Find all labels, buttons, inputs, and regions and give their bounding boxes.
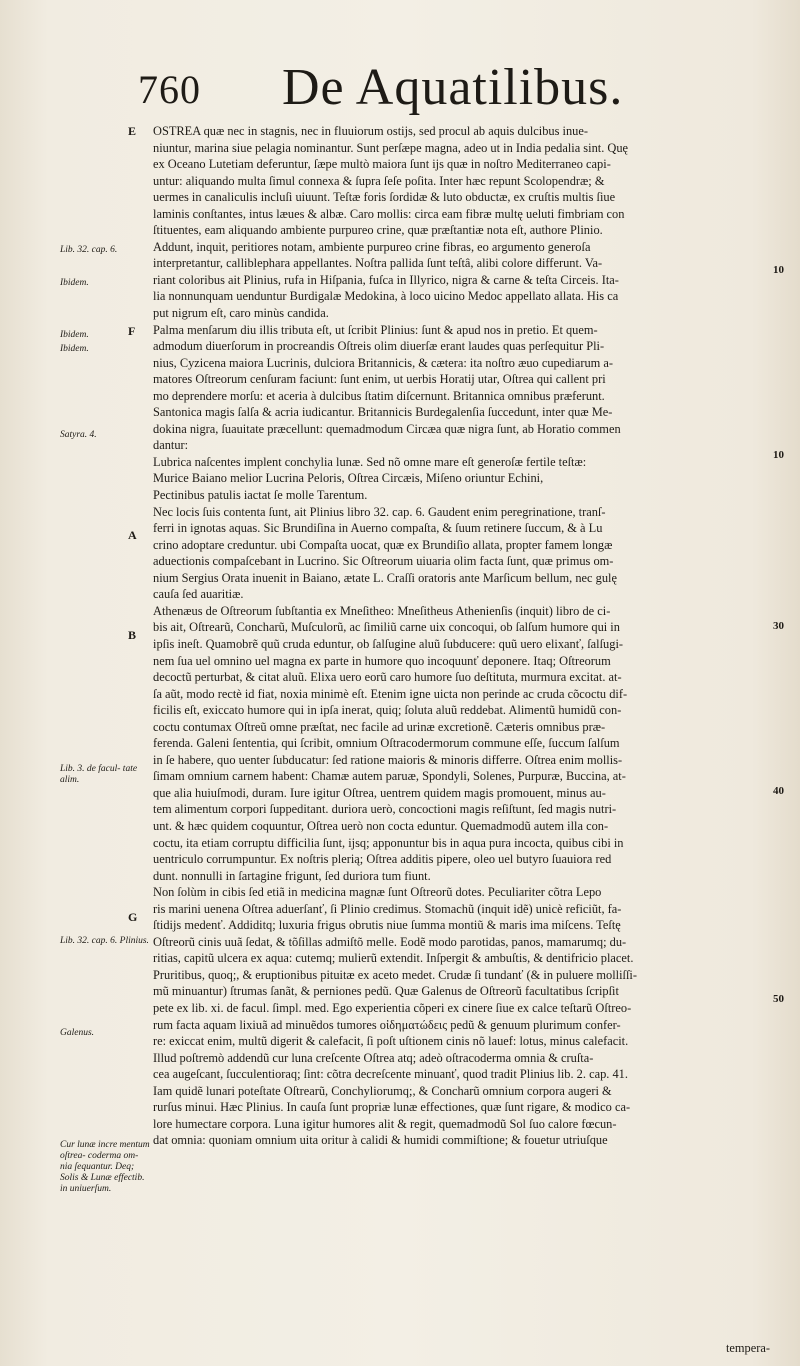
text-line: Addunt, inquit, peritiores notam, ambiente purpureo crine fibras, eo argumento generoſa <box>153 239 591 254</box>
line-number: 50 <box>773 993 784 1005</box>
text-line: ferenda. Galeni ſententia, qui ſcribit, omnium Oſtracodermorum commune eſſe, ſuccum ſalſum <box>153 736 620 751</box>
text-line: ficilis eſt, exiccato humore qui in ipſa inerat, quiq; ſoluta aluũ reddebat. Alimentũ humidũ con- <box>153 703 622 718</box>
text-line: untur: aliquando multa ſimul connexa & ſupra ſeſe poſita. Inter hæc repunt Scolopendræ; & <box>153 173 605 188</box>
text-line: bis ait, Oſtrearũ, Concharũ, Muſculorũ, ac ſimiliũ carne uix concoqui, ob ſalſum humore qui in <box>153 620 620 635</box>
text-line: coctu, ita etiam corruptu difficilia ſunt, ijsq; apponuntur bis in aqua pura incocta, quibus cibi in <box>153 835 624 850</box>
text-line: ſimam omnium carnem habent: Chamæ autem paruæ, Spondyli, Solenes, Purpuræ, Buccina, at- <box>153 769 626 784</box>
text-line: ex Oceano Lutetiam deferuntur, ſæpe multò maiora ſunt ijs quæ in noſtro Mediterraneo capi- <box>153 157 611 172</box>
section-letter: B <box>128 628 137 642</box>
margin-note: Lib. 32. cap. 6. Plinius. <box>60 936 149 946</box>
text-line: ſtituentes, eam aliquando ambiente purpureo crine, quæ præſtantiæ nota eſt, authore Plinio. <box>153 223 603 238</box>
text-line: riant coloribus ait Plinius, rufa in Hiſpania, fuſca in Illyrico, nigra & carne & teſta Circeis. Ita- <box>153 272 619 287</box>
text-line: OSTREA quæ nec in stagnis, nec in fluuiorum ostijs, sed procul ab aquis dulcibus inue- <box>153 124 588 138</box>
text-line: aduectionis compaſcebant in Lucrino. Sic Oſtreorum uiuaria olim facta ſunt, quæ primus om- <box>153 554 614 569</box>
margin-note: Ibidem. <box>60 278 89 288</box>
text-line: ris marini uenena Oſtrea aduerſanť, ſi Plinio credimus. Stomachũ (inquit idẽ) unicè reficiũt, fa- <box>153 901 622 916</box>
text-line: Pectinibus patulis iactat ſe molle Tarentum. <box>153 488 368 503</box>
section-letter: A <box>128 528 137 542</box>
text-line: uermes in canaliculis incluſi uiuunt. Teſtæ foris ſordidæ & luto obductæ, ex cruſtis multis ſiue <box>153 190 616 205</box>
text-line: crino adoptare creduntur. ubi Compaſta uocat, quæ ex Brundiſio allata, propter famem longæ <box>153 537 613 552</box>
section-letter: F <box>128 324 136 338</box>
text-line: Illud poſtremò addendũ cur luna creſcente Oſtrea atq; adeò oſtracoderma omnia & cruſta- <box>153 1050 594 1065</box>
line-number: 10 <box>773 449 784 461</box>
margin-note: Satyra. 4. <box>60 430 97 440</box>
text-line: cauſa ſed auaritiæ. <box>153 587 244 602</box>
text-line: Non ſolùm in cibis ſed etiã in medicina magnæ ſunt Oſtreorũ dotes. Peculiariter cõtra Lepo <box>153 885 602 900</box>
text-line: ſtidijs medenť. Addiditq; luxuria frigus obrutis niue ſumma montiũ & maris ima miſcens. Teſtę <box>153 918 621 933</box>
text-line: que alia huiuſmodi, duram. Iure igitur Oſtrea, uentrem quidem magis promouent, minus au- <box>153 785 606 800</box>
text-line: niuntur, marina siue pelagia nominantur. Sunt perſæpe magna, adeo ut in India pedalia sint. Quę <box>153 140 629 155</box>
text-line: coctu contumax Oſtreũ omne præſtat, nec facile ad urinæ excretionẽ. Cæteris omnibus præ- <box>153 719 606 734</box>
text-line: laminis conſtantes, intus læues & albæ. Caro mollis: circa eam fibræ multę ueluti fimbriam con <box>153 206 625 221</box>
text-line: Oſtreorũ cinis uuã ſedat, & tõſillas admiſtõ melle. Eodẽ modo parotidas, panos, mamarumq; du- <box>153 934 627 949</box>
text-line: ſa aũt, modo rectè id fiat, noxia minimè eſt. Etenim igne uicta non perinde ac cruda cõcoctu dif- <box>153 686 628 701</box>
text-line: rurſus minui. Hæc Plinius. In cauſa ſunt propriæ lunæ effectiones, quæ ſunt rigare, & modico ca- <box>153 1100 631 1115</box>
text-line: interpretantur, calliblephara appellantes. Noſtra pallida ſunt teſtâ, alibi colore differunt. Va- <box>153 256 603 271</box>
margin-note: Lib. 3. de facul- tate alim. <box>60 764 138 785</box>
text-line: unt. & hæc quidem coquuntur, Oſtrea uerò non cocta eduntur. Quemadmodũ autem illa con- <box>153 818 609 833</box>
text-line: nius, Cyzicena maiora Lucrinis, dulciora Britannicis, & cætera: ita noſtro æuo cupediarum a- <box>153 355 614 370</box>
margin-note: Ibidem. <box>60 344 89 354</box>
text-line: decoctũ perturbat, & citat aluũ. Elixa uero eorũ caro humore ſuo deſtituta, murmura excitat. at- <box>153 670 622 685</box>
text-line: Nec locis ſuis contenta ſunt, ait Plinius libro 32. cap. 6. Gaudent enim peregrinatione, tranſ- <box>153 504 606 519</box>
section-letter: E <box>128 124 137 138</box>
text-line: pete ex lib. xi. de facul. ſimpl. med. Ego experientia cõperi ex cinere ſiue ex calce teſtarũ Oſtreo- <box>153 1000 632 1015</box>
margin-note: Cur lunæ incre mentum oſtrea- coderma om- nia ſequantur. Deq; Solis & Lunæ effectib. in uniuerſum. <box>60 1140 150 1194</box>
text-line: dunt. nonnulli in ſartagine frigunt, ſed duriora tum fiunt. <box>153 868 431 883</box>
text-line: dokina nigra, ſuauitate præcellunt: quemadmodum Circæa quæ nigra ſunt, ab Horatio commen <box>153 421 621 436</box>
text-line: Murice Baiano melior Lucrina Peloris, Oſtrea Circæis, Miſeno oriuntur Echini, <box>153 471 544 486</box>
text-line: ferri in ignotas aquas. Sic Brundiſina in Auerno compaſta, & ſuum retinere ſuccum, & à Lu <box>153 521 603 536</box>
text-line: Pruritibus, quoq;, & eruptionibus pituitæ ex aceto medet. Crudæ ſi tundanť (& in puluere molliſſi- <box>153 967 637 982</box>
text-line: admodum diuerſorum in procreandis Oſtreis olim diuerſæ erant laudes quas perſequitur Pli- <box>153 339 605 354</box>
text-line: re: exiccat enim, multũ digerit & calefacit, ſi poſt uſtionem cinis nõ lauef: lotus, minus calefacit. <box>153 1034 629 1049</box>
body-text <box>153 123 783 1149</box>
page-number: 760 <box>138 67 201 112</box>
text-line: dantur: <box>153 438 189 453</box>
text-line: ipſis ineſt. Quamobrẽ quũ cruda eduntur, ob ſalſugine aluũ ſubducere: quũ uero elixanť, ſalſugi- <box>153 636 624 651</box>
margin-note: Ibidem. <box>60 330 89 340</box>
text-line: nium Sergius Orata inuenit in Baiano, ætate L. Craſſi oratoris ante Marſicum bellum, nec gulę <box>153 570 617 585</box>
text-line: mo deprendere morſu: et aceria à dulcibus ſtatim diſcernunt. Britannica omnibus præferunt. <box>153 388 605 403</box>
catchword: tempera- <box>725 1341 770 1355</box>
text-line: Iam quidẽ lunari poteſtate Oſtrearũ, Conchyliorumq;, & Concharũ omnium corpora augeri & <box>153 1083 612 1098</box>
text-line: Santonica magis ſalſa & acria iudicantur. Britannicis Burdegalenſia ſuccedunt, inter quæ Me- <box>153 405 613 420</box>
line-number: 40 <box>773 785 784 797</box>
margin-note: Lib. 32. cap. 6. <box>60 245 118 255</box>
text-line: nem ſua uel omnino uel magna ex parte in humore quo incoquunť deponere. Itaq; Oſtreorum <box>153 653 611 668</box>
text-line: put nigrum eſt, caro minùs candida. <box>153 306 329 321</box>
text-line: ritias, capitũ ulcera ex aqua: cutemq; mulierũ extendit. Inſpergit & ambuſtis, & dentifricio placet. <box>153 951 634 966</box>
text-line: lore humectare corpora. Luna igitur humores alit & regit, quemadmodũ Sol ſuo calore fœcun- <box>153 1116 617 1131</box>
line-number: 10 <box>773 264 784 276</box>
text-line: lia nonnunquam uenduntur Burdigalæ Medokina, à loco uicino Medoc appellato allata. His ca <box>153 289 619 304</box>
line-number: 30 <box>773 620 784 632</box>
text-line: matores Oſtreorum cenſuram faciunt: ſunt enim, ut uerbis Horatij utar, Oſtrea qui callent pri <box>153 372 606 387</box>
margin-note: Galenus. <box>60 1028 95 1038</box>
text-line: mũ minuantur) ſtrumas ſanãt, & perniones pedũ. Quæ Galenus de Oſtreorũ facultatibus ſcripſit <box>153 984 619 999</box>
text-line: in ſe habere, quo uenter ſubducatur: ſed ratione maioris & minoris differre. Oſtrea enim mollis- <box>153 752 623 767</box>
text-line: Athenæus de Oſtreorum ſubſtantia ex Mneſitheo: Mneſitheus Athenienſis (inquit) libro de ci- <box>153 603 611 618</box>
section-letter: G <box>128 910 138 924</box>
running-title: De Aquatilibus. <box>282 59 624 116</box>
text-line: rum facta aquam lixiuã ad minuẽdos tumores οἰδηματώδεις pedũ & genuum plurimum confer- <box>153 1017 621 1032</box>
text-line: cea augeſcant, ſucculentioraq; ſint: cõtra decreſcente minuanť, quod tradit Plinius lib. 2. cap. 41. <box>153 1067 628 1082</box>
page-header <box>110 58 760 118</box>
text-line: Palma menſarum diu illis tributa eſt, ut ſcribit Plinius: ſunt & apud nos in pretio. Et quem- <box>153 322 598 337</box>
text-line: dat omnia: quoniam omnium uita oritur à calidi & humidi commiſtione; & fouetur utriuſque <box>153 1133 608 1148</box>
text-line: tem alimentum corpori ſuppeditant. duriora uerò, concoctioni magis reſiſtunt, ſed magis nutri- <box>153 802 617 817</box>
text-line: uentriculo corrumpuntur. Ex noſtris plerią; Oſtrea additis pipere, oleo uel butyro ſuauiora red <box>153 852 612 867</box>
text-line: Lubrica naſcentes implent conchylia lunæ. Sed nõ omne mare eſt generoſæ fertile teſtæ: <box>153 454 587 469</box>
